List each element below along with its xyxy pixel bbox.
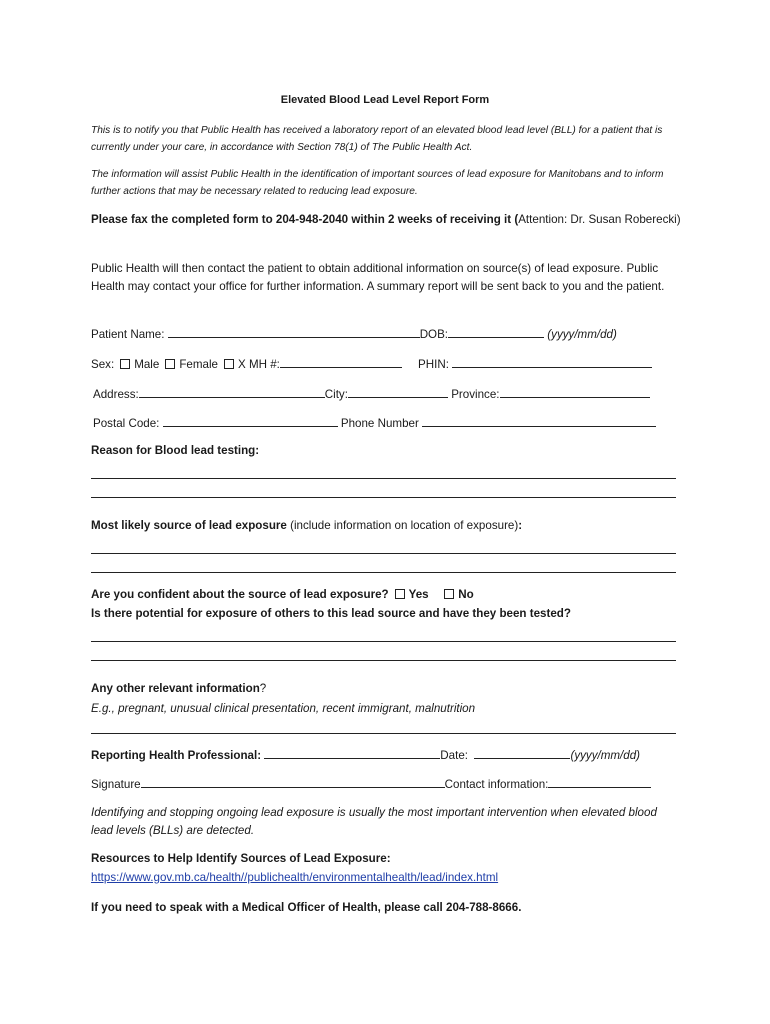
female-checkbox[interactable] (165, 359, 175, 369)
phin-field[interactable] (452, 355, 652, 368)
sex-label: Sex: (91, 358, 115, 371)
province-field[interactable] (500, 385, 650, 398)
resources-link[interactable]: https://www.gov.mb.ca/health//publichealth/environmentalhealth/lead/index.html (91, 871, 499, 884)
dob-field[interactable] (448, 325, 544, 338)
female-label: Female (179, 358, 219, 371)
others-line-1[interactable] (91, 641, 676, 642)
province-label: Province: (451, 388, 500, 401)
yes-label: Yes (408, 588, 429, 601)
confident-row (91, 588, 474, 601)
fax-bold-text: Please fax the completed form to 204-948-2040 within 2 weeks of receiving it ( (91, 213, 519, 226)
resources-label: Resources to Help Identify Sources of Lead Exposure: (91, 852, 391, 865)
dob-label: DOB: (419, 328, 449, 341)
no-checkbox[interactable] (444, 589, 454, 599)
phone-field[interactable] (422, 414, 656, 427)
reporting-field[interactable] (264, 746, 440, 759)
source-colon: : (518, 519, 523, 532)
fax-attention-text: Attention: Dr. Susan Roberecki) (518, 213, 681, 226)
date-field[interactable] (474, 746, 570, 759)
postal-field[interactable] (163, 414, 338, 427)
source-line-2[interactable] (91, 572, 676, 573)
phin-label: PHIN: (418, 358, 449, 371)
other-info-label: Any other relevant information (91, 682, 260, 695)
reporting-row (91, 746, 640, 762)
reporting-label: Reporting Health Professional: (91, 749, 265, 762)
postal-row (93, 414, 656, 430)
intro-paragraph-1: This is to notify you that Public Health has received a laboratory report of an elevated blood lead level (BLL) for a patient that is currently under your care, in accordance with Section 78(1) of The Public Health Act. (91, 125, 663, 153)
reason-label: Reason for Blood lead testing: (91, 444, 260, 457)
dob-format-hint: (yyyy/mm/dd) (547, 328, 617, 341)
sex-row (91, 355, 652, 371)
moh-contact-text: If you need to speak with a Medical Officer of Health, please call 204-788-8666. (91, 901, 522, 914)
source-label-rest: (include information on location of exposure) (286, 519, 519, 532)
other-info-question-mark: ? (259, 682, 267, 695)
signature-field[interactable] (141, 775, 445, 788)
patient-name-row (91, 325, 617, 341)
other-info-row (91, 682, 266, 695)
reason-line-1[interactable] (91, 478, 676, 479)
address-row (93, 385, 650, 401)
intro-paragraph-2: The information will assist Public Health in the identification of important sources of lead exposure for Manitobans and to inform further actions that may be necessary related to reducing lead exposure. (91, 169, 664, 197)
contact-info-field[interactable] (548, 775, 651, 788)
city-field[interactable] (348, 385, 448, 398)
contact-paragraph: Public Health will then contact the patient to obtain additional information on source(s) of lead exposure. Public Health may contact your office for further information. A summary report will be sent back to you and the patient. (91, 262, 665, 293)
confident-label: Are you confident about the source of lead exposure? (91, 588, 389, 601)
male-checkbox[interactable] (120, 359, 130, 369)
mh-field[interactable] (280, 355, 402, 368)
signature-row (91, 775, 651, 791)
date-label: Date: (440, 749, 472, 762)
phone-label: Phone Number (340, 417, 419, 430)
other-info-hint: E.g., pregnant, unusual clinical presentation, recent immigrant, malnutrition (91, 702, 476, 715)
source-question (91, 519, 522, 532)
patient-name-label: Patient Name: (91, 328, 168, 341)
contact-info-label: Contact information: (444, 778, 549, 791)
address-field[interactable] (139, 385, 325, 398)
male-label: Male (134, 358, 160, 371)
others-line-2[interactable] (91, 660, 676, 661)
source-line-1[interactable] (91, 553, 676, 554)
x-checkbox[interactable] (224, 359, 234, 369)
postal-label: Postal Code: (93, 417, 160, 430)
date-format-hint: (yyyy/mm/dd) (570, 749, 641, 762)
yes-checkbox[interactable] (395, 589, 405, 599)
signature-label: Signature (91, 778, 141, 791)
source-label-bold: Most likely source of lead exposure (91, 519, 287, 532)
others-question: Is there potential for exposure of others to this lead source and have they been tested? (91, 607, 571, 620)
reason-line-2[interactable] (91, 497, 676, 498)
form-title: Elevated Blood Lead Level Report Form (280, 94, 490, 106)
fax-instructions (91, 211, 681, 229)
patient-name-field[interactable] (168, 325, 420, 338)
city-label: City: (324, 388, 348, 401)
other-info-line[interactable] (91, 733, 676, 734)
x-label: X (238, 358, 246, 371)
closing-paragraph: Identifying and stopping ongoing lead exposure is usually the most important intervention when elevated blood lead levels (BLLs) are detected. (91, 806, 657, 837)
mh-label: MH #: (248, 358, 280, 371)
no-label: No (458, 588, 474, 601)
address-label: Address: (93, 388, 139, 401)
